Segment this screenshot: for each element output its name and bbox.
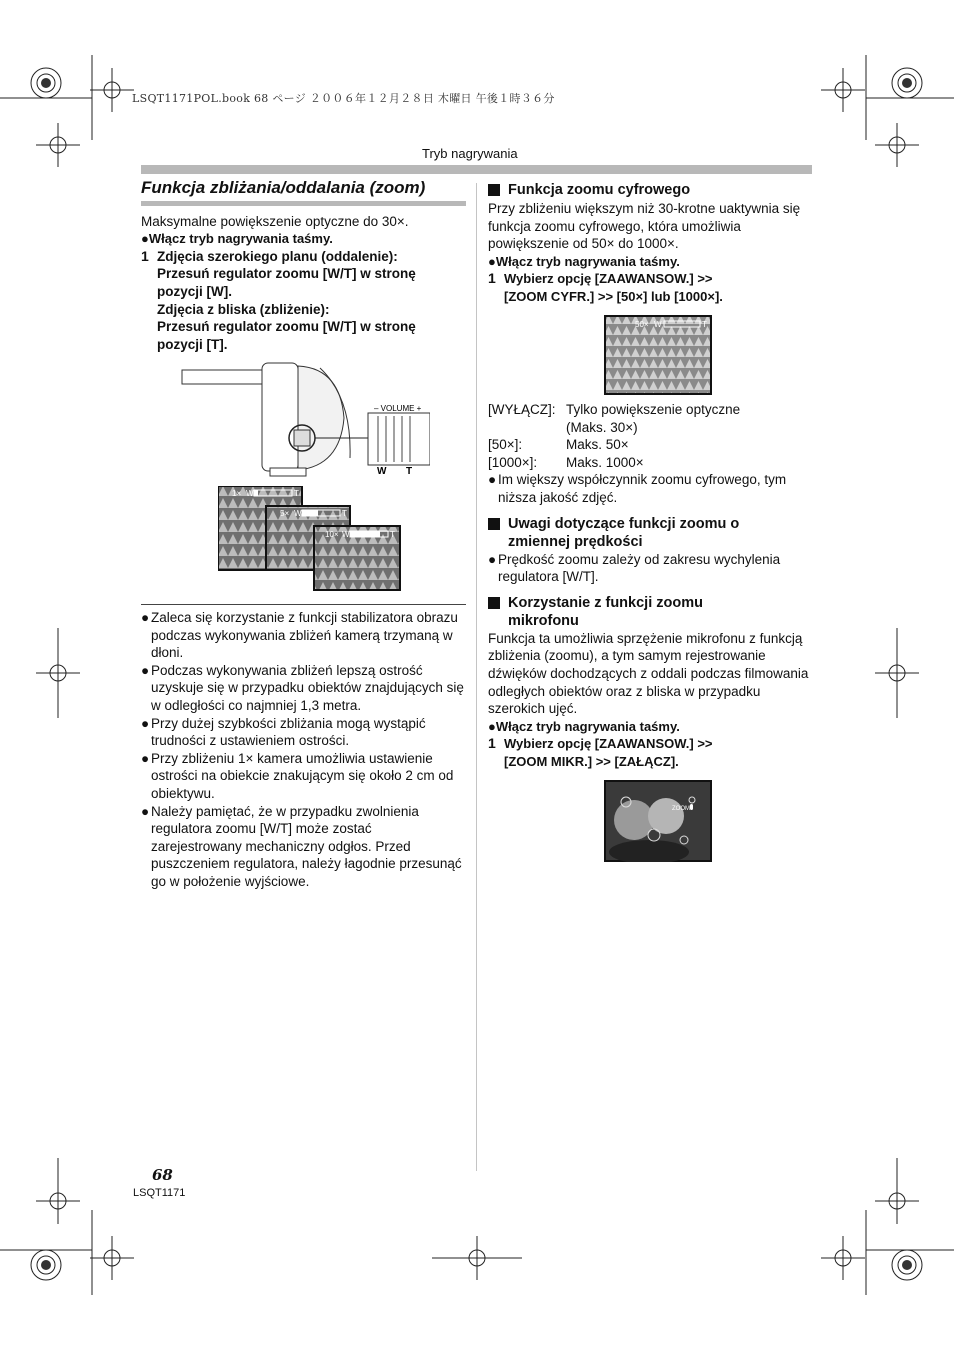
step-1: 1 Wybierz opcję [ZAAWANSOW.] >> bbox=[488, 270, 713, 287]
notes-rule bbox=[141, 604, 466, 605]
step-line: Zdjęcia szerokiego planu (oddalenie): bbox=[157, 248, 398, 264]
section-label: Tryb nagrywania bbox=[422, 146, 518, 161]
step-1: 1 Wybierz opcję [ZAAWANSOW.] >> bbox=[488, 735, 713, 752]
step-line: [ZOOM CYFR.] >> [50×] lub [1000×]. bbox=[504, 288, 723, 304]
svg-text:T: T bbox=[342, 509, 347, 518]
list-item: ● Należy pamiętać, że w przypadku zwolnienia regulatora zoomu [W/T] może zostać zarejestrowany mechaniczny odgłos. Przed puszczeniem regulatora, należy łagodnie przesunąć go w położenie wyjściowe. bbox=[141, 803, 462, 889]
digital-zoom-heading: Funkcja zoomu cyfrowego bbox=[488, 181, 812, 199]
list-item: ● Podczas wykonywania zbliżeń lepszą ostrość uzyskuje się w przypadku obiektów znajdujących się w odległości co najmniej 1,3 metra. bbox=[141, 662, 464, 713]
mic-zoom-heading: Korzystanie z funkcji zoomu mikrofonu bbox=[488, 594, 812, 630]
variable-zoom-heading: Uwagi dotyczące funkcji zoomu o zmiennej prędkości bbox=[488, 515, 812, 551]
option-row: (Maks. 30×) bbox=[566, 419, 638, 435]
step-line: Zdjęcia z bliska (zbliżenie): bbox=[157, 301, 330, 317]
microphone-icon bbox=[690, 804, 693, 810]
svg-text:T: T bbox=[294, 489, 299, 498]
step-1 bbox=[141, 248, 466, 266]
list-item: ● Im większy współczynnik zoomu cyfrowego, tym niższa jakość zdjęć. bbox=[488, 472, 787, 505]
svg-text:ZOOM: ZOOM bbox=[672, 806, 690, 812]
svg-text:T: T bbox=[390, 530, 395, 539]
list-item: ● Przy dużej szybkości zbliżania mogą wystąpić trudności z ustawieniem ostrości. bbox=[141, 715, 426, 749]
mic-zoom-body: Funkcja ta umożliwia sprzężenie mikrofonu z funkcją zbliżenia (zoomu), a tym samym rejestrowanie dźwięków dochodzących z oddali podczas filmowania odległych obiektów oraz z bliska w przypadku szerokich ujęć. bbox=[488, 630, 809, 717]
page-number: 68 bbox=[152, 1166, 173, 1184]
mode-note: ●Włącz tryb nagrywania taśmy. bbox=[488, 253, 680, 269]
header-bar bbox=[141, 165, 812, 174]
digital-zoom-section bbox=[488, 181, 812, 306]
step-line: [ZOOM MIKR.] >> [ZAŁĄCZ]. bbox=[504, 753, 679, 769]
digital-zoom-options bbox=[488, 401, 812, 771]
screen-10x bbox=[314, 526, 400, 590]
digital-zoom-screen bbox=[604, 315, 712, 395]
intro-text: Maksymalne powiększenie optyczne do 30×. bbox=[141, 213, 409, 229]
t-label: T bbox=[406, 466, 413, 477]
volume-label: – VOLUME + bbox=[374, 404, 422, 413]
mode-note: ●Włącz tryb nagrywania taśmy. bbox=[141, 231, 333, 247]
list-item: ● Przy zbliżeniu 1× kamera umożliwia ustawienie ostrości na obiekcie znakującym się około 2 cm od obiektywu. bbox=[141, 750, 454, 801]
w-label: W bbox=[377, 466, 387, 477]
left-column bbox=[141, 179, 466, 353]
svg-text:5×: 5× bbox=[280, 509, 290, 518]
option-row: [50×]: Maks. 50× bbox=[488, 437, 629, 453]
step-line: Przesuń regulator zoomu [W/T] w stronę bbox=[157, 319, 416, 335]
svg-text:1×: 1× bbox=[232, 489, 242, 498]
column-divider bbox=[476, 183, 477, 1171]
step-line: Przesuń regulator zoomu [W/T] w stronę bbox=[157, 266, 416, 282]
title-rule bbox=[141, 201, 466, 206]
step-line: pozycji [W]. bbox=[157, 283, 232, 299]
camcorder-illustration bbox=[180, 358, 430, 478]
digital-zoom-body: Przy zbliżeniu większym niż 30-krotne uaktywnia się funkcja zoomu cyfrowego, która umożliwia powiększenie od 50× do 1000×. bbox=[488, 201, 801, 252]
section-title: Funkcja zbliżania/oddalania (zoom) bbox=[141, 178, 426, 197]
svg-text:50×: 50× bbox=[635, 320, 649, 329]
option-row: [WYŁĄCZ]: Tylko powiększenie optyczne bbox=[488, 402, 741, 417]
option-row: [1000×]: Maks. 1000× bbox=[488, 454, 644, 470]
list-item: ● Prędkość zoomu zależy od zakresu wychylenia regulatora [W/T]. bbox=[488, 551, 781, 585]
svg-text:W: W bbox=[294, 509, 302, 518]
svg-text:W: W bbox=[654, 320, 662, 329]
svg-text:T: T bbox=[702, 320, 707, 329]
svg-text:W: W bbox=[342, 530, 350, 539]
document-code: LSQT1171 bbox=[133, 1187, 186, 1199]
left-notes bbox=[141, 604, 466, 891]
mic-zoom-screen bbox=[604, 780, 712, 862]
mode-note: ●Włącz tryb nagrywania taśmy. bbox=[488, 718, 680, 734]
list-item: ● Zaleca się korzystanie z funkcji stabilizatora obrazu podczas wykonywania zbliżeń kamerą trzymaną w dłoni. bbox=[141, 610, 458, 661]
print-header: LSQT1171POL.book 68 ページ ２００６年１２月２８日 木曜日 午後１時３６分 bbox=[132, 92, 555, 105]
step-line: pozycji [T]. bbox=[157, 336, 228, 352]
step-number: 1 bbox=[141, 247, 149, 264]
svg-text:10×: 10× bbox=[325, 530, 339, 539]
zoom-screens bbox=[218, 486, 402, 592]
svg-text:W: W bbox=[246, 489, 254, 498]
